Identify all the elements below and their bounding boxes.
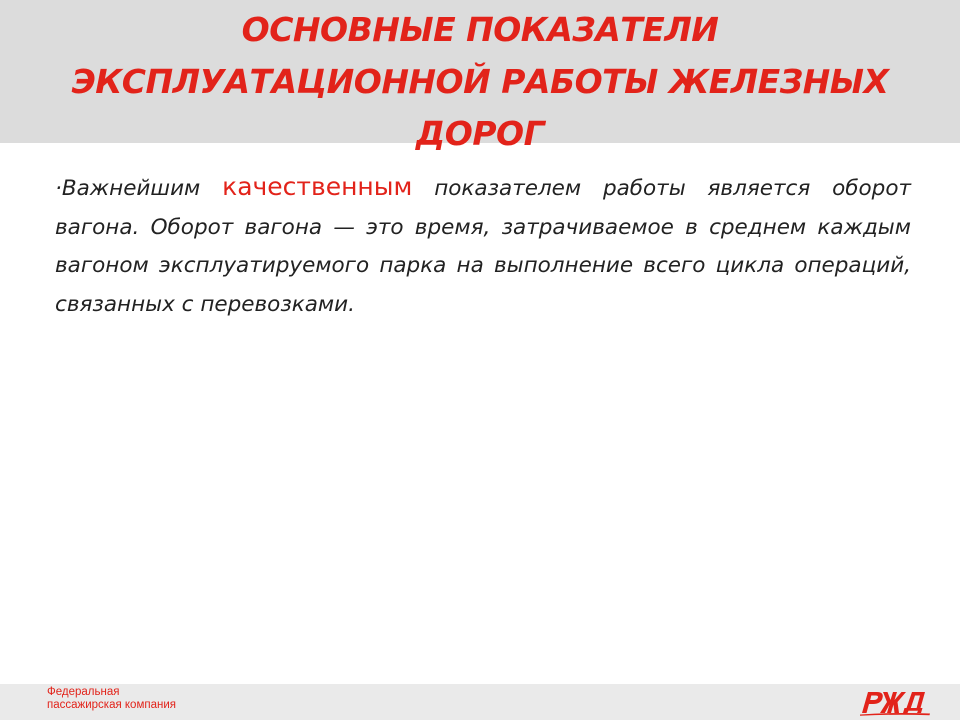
body-text-rest: показателем работы является оборот вагона. Оборот вагона — это время, затрачиваемое в среднем каждым вагоном эксплуатируемого парка на выполнение всего цикла операций, связанных с перевозками. <box>55 176 911 317</box>
slide-body-text <box>55 168 911 324</box>
rzd-logo-icon <box>858 686 932 716</box>
body-text-start: Важнейшим <box>61 176 223 201</box>
company-name <box>47 686 176 712</box>
company-name-line-2: пассажирская компания <box>47 699 176 711</box>
company-name-line-1: Федеральная <box>47 686 120 698</box>
slide-title: ОСНОВНЫЕ ПОКАЗАТЕЛИ ЭКСПЛУАТАЦИОННОЙ РАБОТЫ ЖЕЛЕЗНЫХ ДОРОГ <box>71 10 889 153</box>
bullet-marker: · <box>55 176 62 201</box>
highlighted-term: качественным <box>222 172 413 201</box>
